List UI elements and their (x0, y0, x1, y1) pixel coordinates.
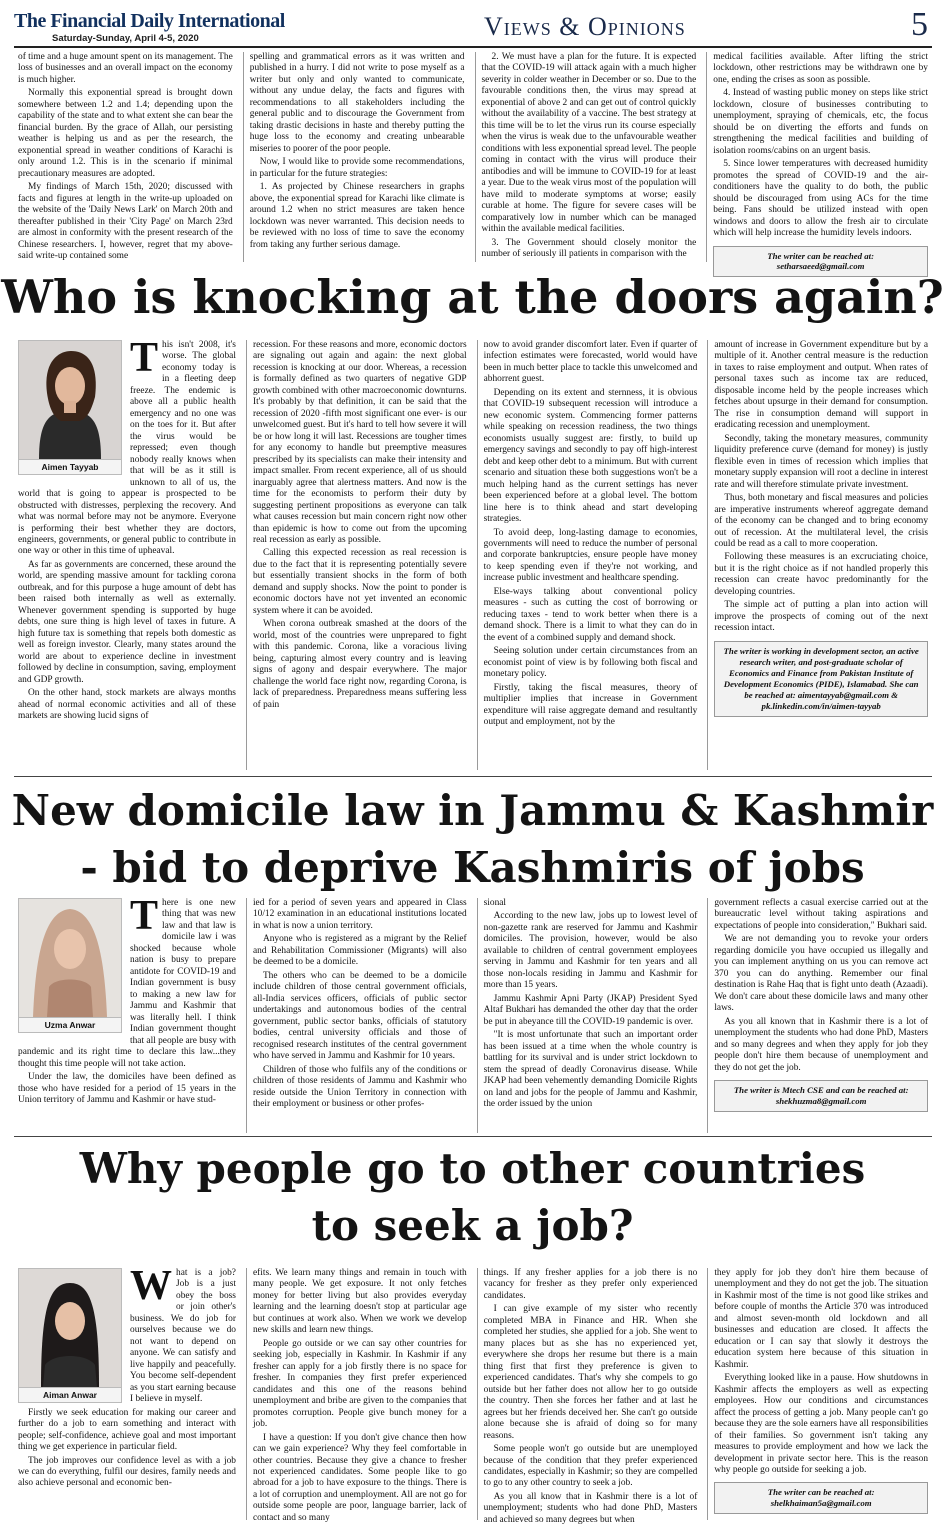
article3-body (18, 1263, 929, 1525)
article1-body (18, 335, 929, 770)
masthead (14, 8, 932, 48)
article1-col-1: Aimen Tayyab T his isn't 2008, it's worse. The global economy today is in a fleeting deep freeze. The endemic is above all a public health emergency and no one was on the toes for it. But after the virus would be repressed; even though nobody really knows when that will be as it still is unknown to all of us, the world that is going to appear is prospected to be obstructed with distresses, perplexing the recovery. And what was normal before may not be anymore. Everyone is performing their best whether they are doctors, engineers, governments, or general public to contribute in one way or other in this time of upheaval. As far as governments are concerned, these around the world, are spending massive amount for tackling corona outbreak, and for this purpose a huge amount of debt has been raised both internally as well as externally. Whenever government spending is supported by huge debts, one sure thing is high level of taxes in future. A high future tax is something that repels both domestic as well as foreign investor. Clearly, many states around the world are about to experience decline in investment followed by decline in consumption, saving, employment and GDP growth. On the other hand, stock markets are always months ahead of normal economic activities and all of these markets are showing lucid signs of (18, 335, 236, 721)
author-name: Uzma Anwar (19, 1017, 121, 1032)
article2-col-4: government reflects a casual exercise carried out at the bureaucratic level without taking aspirations and expectations of people into consideration," Bukhari said. We are not demanding you to revoke your orders regarding domicile you have occupied us illegally and you can implement anything on us you can remove act 370 you can do anything. Remember our final destination is Rahe Haq that is fight unto death (Azaadi). We don't care about these domicile laws and many other laws. As you all known that in Kashmir there is a lot of unemployment the students who had done PhD, Masters and so many degrees and when they apply for job they people don't hire them because of unemployment and they do not get the job. The writer is Mtech CSE and can be reached at: shekhuzma8@gmail.com (707, 898, 928, 1133)
top-article (18, 52, 928, 272)
top-article-col-4: medical facilities available. After lifting the strict lockdown, other restrictions may be withdrawn one by one, ending the crises as soon as possible. 4. Instead of wasting public money on steps like strict lockdown, closure of businesses contributing to unemployment, spraying of chemicals, etc, the focus should be on diverting the efforts and funds on strengthening the medical facilities and building of isolation rooms/cabins on an urgent basis. 5. Since lower temperatures with decreased humidity promotes the spread of COVID-19 and the air-conditioners have the quality to do both, the public should be discouraged from using ACs for the time being. Fans should be utilized instead with open windows and doors to allow the fresh air to circulate which will help increase the humidity levels indoors. The writer can be reached at: setharsaeed@gmail.com (706, 52, 928, 262)
writer-box: The writer can be reached at: shelkhaiman5a@gmail.com (714, 1482, 928, 1514)
top-article-col-2: spelling and grammatical errors as it was written and published in a hurry. I did not write to pose myself as a writer but only and only wanted to communicate, without any undue delay, the facts and figures with recommendations to all stakeholders including the general public and to discourage the Government from taking drastic decisions in haste and thereby putting the huge loss to the economy and creating unbearable miseries to poorer of the poor people. Now, I would like to provide some recommendations, in particular for the future strategies: 1. As projected by Chinese researchers in graphs above, the exponential spread for Karachi like climate is around 1.2 when no strict measures are taken hence lockdown was never warranted. This decision needs to be reviewed with no loss of time to save the economy from taking any further serious damage. (243, 52, 465, 262)
author-photo (19, 899, 121, 1017)
section-divider (14, 1136, 932, 1137)
section-title: Views & Opinions (484, 12, 686, 41)
article2-col-2: ied for a period of seven years and appeared in Class 10/12 examination in an educational institutions located in what is now a union territory. Anyone who is registered as a migrant by the Relief and Rehabilitation Commissioner (Migrants) will also be deemed to be a domicile. The others who can be deemed to be a domicile include children of those central government officials, all-India services officers, officials of public sector undertakings and autonomous bodies of the central government, public sector banks, officials of statutory bodies, central university officials and those of recognised research institutes of the central government who have served in Jammu and Kashmir for 10 years. Children of those who fulfils any of the conditions or children of those residents of Jammu and Kashmir who reside outside the Union Territory in connection with their employment or business or other profes- (246, 898, 467, 1133)
article1-col-4: amount of increase in Government expenditure but by a multiple of it. Another central measure is the reduction in taxes to raise employment and output. When rates of personal taxes such as income tax are reduced, disposable income held by the people increases which fetches about upsurge in their demand for consumption. The rise in consumption demand will support in eradicating recession and unemployment. Secondly, taking the monetary measures, community liquidity preference curve (demand for money) is justly flexible even in times of recession which implies that monetary supply expansion will root a decline in interest rate and will therefore stimulate private investment. Thus, both monetary and fiscal measures and policies are imperative instruments whereof aggregate demand of the economy can be changed and to bring economy out of recession. At the multilateral level, the crisis could be read as a call to more cooperation. Following these measures is an excruciating choice, but it is the right choice as if not handled properly this recession can create havoc predominantly for the developing countries. The simple act of putting a plan into action will improve the prospects of coming out of the next recession intact. The writer is working in development sector, an active research writer, and post-graduate scholar of Economics and Finance from Pakistan Institute of Development Economics (PIDE), Islamabad. She can be reached at: aimentayyab@gmail.com & pk.linkedin.com/in/aimen-tayyab (707, 340, 928, 770)
article3-col-1: Aiman Anwar W hat is a job? Job is a just obey the boss or join other's business. We do job for ourselves because we do not want to depend on anyone. We can satisfy and live happily and peacefully. You become self-dependent as you start earning because I believe in myself. Firstly we seek education for making our career and further do a job to earn something and interact with people; self-confidence, achieve goal and most important thing we get experience in particular field. The job improves our confidence level as with a job we can do everything, fulfil our desires, family needs and also achieve personal and economic ben- (18, 1263, 236, 1489)
drop-cap: W (130, 1263, 172, 1309)
article2-headline: New domicile law in Jammu & Kashmir - bid to deprive Kashmiris of jobs (11, 786, 934, 892)
author-photo (19, 341, 121, 459)
writer-box: The writer is Mtech CSE and can be reached at: shekhuzma8@gmail.com (714, 1080, 928, 1112)
article1-col-3: now to avoid grander discomfort later. Even if quarter of infection estimates were forecasted, world would have been in much better place to tackle this unwelcomed and abhorrent guest. Depending on its extent and sternness, it is obvious that COVID-19 subsequent recession will introduce a new economic system. Commencing former patterns while speaking on recession readiness, the two things economists usually suggest are: firstly, to build up emergency savings and secondly to pay off high-interest debt and keep other debt to a minimum. But with current scenario and situation these both suggestions won't be a much helping hand as the current settings has never been experienced before at a global level. The bottom line here is to think ahead and start developing strategies. To avoid deep, long-lasting damage to economies, governments will need to reduce the number of personal and corporate bankruptcies, ensure people have money to keep spending even if they're not working, and increase public investment and healthcare spending. Else-ways talking about conventional policy measures - such as cutting the cost of borrowing or reducing taxes - tend to work better when there is a demand shock. There is a limit to what they can do in the event of a combined supply and demand shock. Seeing solution under certain circumstances from an economist point of view is by following both fiscal and monetary policy. Firstly, taking the fiscal measures, theory of multiplier implies that increase in Government expenditure will raise aggregate demand and resultantly output and employment, not by the (477, 340, 698, 770)
article2-col-3: sional According to the new law, jobs up to lowest level of non-gazette rank are reserved for Jammu and Kashmir domiciles. The provision, however, would be also available to children of central government employees serving in Jammu and Kashmir for ten years and all those non-locals residing in Jammu and Kashmir for more than 15 years. Jammu Kashmir Apni Party (JKAP) President Syed Altaf Bukhari has demanded the other day that the order be put in abeyance till the COVID-19 pandemic is over. "It is most unfortunate that such an important order has been issued at a time when the whole country is battling for its survival and is under strict lockdown to stem the spread of deadly Coronavirus disease. While JKAP had been vehemently demanding Domicile Rights on land and jobs for the people of Jammu and Kashmir, the order issued by the union (477, 898, 698, 1133)
author-photo-box (18, 1268, 122, 1403)
writer-box: The writer is working in development sector, an active research writer, and post-graduate scholar of Economics and Finance from Pakistan Institute of Development Economics (PIDE), Islamabad. She can be reached at: aimentayyab@gmail.com & pk.linkedin.com/in/aimen-tayyab (714, 641, 928, 717)
article3-headline: Why people go to other countries to seek a job? (79, 1144, 866, 1250)
author-photo-box (18, 340, 122, 475)
article2-body (18, 893, 929, 1133)
author-name: Aimen Tayyab (19, 459, 121, 474)
article1-headline: Who is knocking at the doors again? (1, 270, 944, 324)
top-article-col-3: 2. We must have a plan for the future. It is expected that the COVID-19 will attack again with a much higher severity in colder weather in December or so. Due to the favourable conditions then, the virus may spread at exponential of above 2 and can get out of control quickly without the availability of a vaccine. The best strategy at this time will be to let the virus run its course especially when the virus is weak due to the unfavourable weather conditions with less exponential spread level. The people coming in contact with the virus will produce their antibodies and will be immune to COVID-19 for at least a year. Due to the weak virus most of the population will have mild to moderate symptoms at worse; easily curable at home. The figure for severe cases will be comparatively low in number which can be managed within the available medical facilities. 3. The Government should closely monitor the number of seriously ill patients in comparison with the (475, 52, 697, 262)
paper-name: The Financial Daily International (14, 10, 285, 32)
page-number: 5 (911, 6, 928, 43)
article3-col-2: efits. We learn many things and remain in touch with many people. We get exposure. It not only fetches money for better living but also provides everyday learning and the learning doesn't stop at particular age but continues at work also. When we work we develop new skills and learn new things. People go outside or we can say other countries for seeking job, especially in Kashmir. In Kashmir if any fresher can apply for a job firstly there is no space for fresher. In companies they first prefer experienced candidates and this one of the reasons behind unemployment and bribe are given to the companies that promotes corruption. People give bunch money for a job. I have a question: If you don't give chance then how can we gain experience? Why they feel comfortable in other countries. Because they give a chance to fresher not experienced candidates. Some people like to go abroad for a job to have exposure to the things. There is a lot of corruption and unemployment. All are not go for outside some people are poor, language barrier, lack of contact and so many (246, 1268, 467, 1520)
top-article-col-1: of time and a huge amount spent on its management. The loss of businesses and an overall impact on the economy is much higher. Normally this exponential spread is brought down somewhere between 1.2 and 1.4; depending upon the capability of the state and to what extent she can bear the financial burden. By the grace of Allah, our persisting weather is helping us and as per the research, the exponential spread in weather conditions of Karachi is only around 1.2. This is in the scenario if minimal precautionary measures are adopted. My findings of March 15th, 2020; discussed with facts and figures at length in the write-up uploaded on the website of the 'Daily News Lark' on March 20th and thereafter published in their 'City Page' on March 23rd are almost in conformity with the present research of the Chinese researchers. I, however, regret that my above-said write-up contained some (18, 52, 233, 261)
article3-col-4: they apply for job they don't hire them because of unemployment and they do not get the job. The situation in Kashmir most of the time is not good like strikes and before couple of months the Article 370 was introduced and almost seven-month old lockdown and all businesses and education are closed. It affects the education or I can say that slowly it destroys the education system here because of this situation in Kashmir. Everything looked like in a pause. How shutdowns in Kashmir affects the employers as well as expecting employees. How our conditions and circumstances affect the process of getting a job. Many people can't go because they are the sole earners have all responsibilities of their families. So government isn't taking any measures to provide employment and how we lack the development in private sector here. This is the reason why people go outside for seeking a job. The writer can be reached at: shelkhaiman5a@gmail.com (707, 1268, 928, 1520)
author-photo-box (18, 898, 122, 1033)
article3-col-3: things. If any fresher applies for a job there is no vacancy for fresher as they prefer only experienced candidates. I can give example of my sister who recently completed MBA in Finance and HR. When she completed her studies, she applied for a job. She went to many places but as she has no experienced yet, everywhere she drops her resume but there is a main thing first that first they preference is given to experienced candidates. That's why she compels to go outside but her father does not allow her to go outside the country. Then she forces her father and at last he agrees but her friends deceived her. She can't go outside alone because she is afraid of doing so for many reasons. Some people won't go outside but are unemployed because of the condition that they prefer experienced candidates, especially in Kashmir; so they are compelled to go to any other country to seek a job. As you all know that in Kashmir there is a lot of unemployment; students who had done PhD, Masters and achieved so many degrees but when (477, 1268, 698, 1520)
author-name: Aiman Anwar (19, 1387, 121, 1402)
issue-date: Saturday-Sunday, April 4-5, 2020 (52, 33, 199, 44)
article1-col-2: recession. For these reasons and more, economic doctors are signaling out again and again: the next global recession is knocking at our door. Whereas, a recession is formally defined as two quarters of negative GDP growth combined with other macroeconomic downturns. It's probably by that definition, it can be said that the recession of 2020 -fifth most significant one ever- is our unwelcomed guest. But it's hard to tell how severe it will be or how long it will last. Recessions are tougher times for any economy to handle but preemptive measures prescribed by its specialists can make their intensity and impact smaller. From recent experience, all of us should inarguably agree that alertness matters. And now is the time for the economists to perform their duty by suggesting pertinent propositions as everyone can talk what causes recession but main concern right now other than epidemic is how to come out from the upcoming real recession as early as possible. Calling this expected recession as real recession is due to the fact that it is representing potentially severe but essentially transient shocks in the form of both demand and supply shocks. Now the point to ponder is economic doctors have not yet invented an economic system where it can be avoided. When corona outbreak smashed at the doors of the world, most of the countries were unprepared to fight with this pandemic. Corona, like a voracious living being, capturing almost every country and is leaving signs of agony and despair everywhere. The major challenge the world face right now, regarding Corona, is lack of preparedness. Preparedness means suffering less of pain (246, 340, 467, 770)
section-divider (14, 776, 932, 777)
writer-box: The writer can be reached at: setharsaeed@gmail.com (713, 246, 928, 278)
drop-cap: T (130, 335, 159, 381)
drop-cap: T (130, 893, 159, 939)
article2-col-1: Uzma Anwar T here is one new thing that was new law and that law is domicile law i was shocked because whole nation is busy to prepare antidote for COVID-19 and Indian government is busy to making a new law for Jammu and Kashmir that was literally hell. I think Indian government thought that all people are busy with pandemic and its right time to declare this law...they thought this time people will not take action. Under the law, the domiciles have been defined as those who have resided for a period of 15 years in the Union territory of Jammu and Kashmir or have stud- (18, 893, 236, 1105)
author-photo (19, 1269, 121, 1387)
